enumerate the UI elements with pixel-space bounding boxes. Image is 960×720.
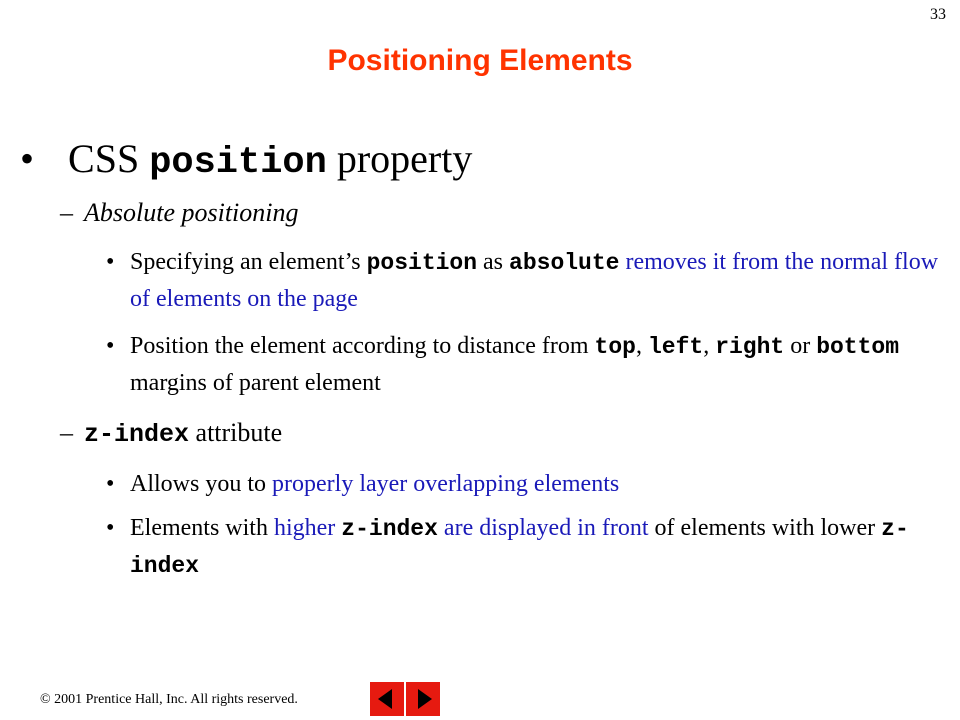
- emphasis-text: properly layer overlapping elements: [272, 471, 620, 497]
- subpoint-label: Absolute positioning: [84, 198, 299, 227]
- bullet-text: Specifying an element’s: [130, 249, 361, 275]
- main-point-suffix: property: [336, 136, 473, 181]
- emphasis-text: removes it from the normal flow of elements on the page: [130, 249, 939, 312]
- prev-button[interactable]: [370, 682, 404, 716]
- dash-symbol: –: [60, 418, 73, 447]
- copyright-text: 2001 Prentice Hall, Inc. All rights reserved.: [54, 692, 298, 707]
- code-right: right: [715, 334, 785, 360]
- code-position: position: [366, 250, 478, 276]
- bullet-symbol: •: [106, 471, 115, 497]
- copyright-icon: ©: [40, 692, 51, 707]
- code-top: top: [594, 334, 636, 360]
- code-z-index: z-index: [84, 420, 190, 449]
- bullet-symbol: •: [106, 249, 115, 275]
- emphasis-text: higher: [273, 515, 336, 541]
- bullet-text: or: [790, 333, 811, 359]
- bullet-text: margins of parent element: [130, 370, 381, 396]
- bullet-text: as: [483, 249, 504, 275]
- next-arrow-icon: [406, 682, 440, 716]
- next-button[interactable]: [406, 682, 440, 716]
- subpoint-label: attribute: [195, 418, 283, 447]
- bullet-item: [106, 244, 946, 317]
- subpoint-absolute-positioning: [60, 198, 299, 228]
- code-position: position: [149, 142, 327, 184]
- bullet-text: of elements with lower: [654, 515, 876, 541]
- prev-arrow-icon: [370, 682, 404, 716]
- emphasis-text: are displayed in front: [443, 515, 649, 541]
- bullet-symbol: •: [106, 333, 115, 359]
- bullet-text: Elements with: [130, 515, 268, 541]
- bullet-symbol: •: [20, 136, 35, 181]
- bullet-text: ,: [703, 333, 710, 359]
- code-absolute: absolute: [509, 250, 620, 276]
- main-point-prefix: CSS: [68, 136, 140, 181]
- bullet-item: [106, 328, 946, 401]
- bullet-item: [106, 510, 946, 584]
- bullet-text: Position the element according to distance from: [130, 333, 589, 359]
- dash-symbol: –: [60, 198, 73, 227]
- code-bottom: bottom: [816, 334, 900, 360]
- slide-title: Positioning Elements: [327, 44, 633, 77]
- bullet-text: ,: [635, 333, 642, 359]
- subpoint-z-index: [60, 418, 282, 449]
- footer-copyright: [40, 692, 298, 708]
- main-point: [20, 135, 472, 184]
- code-z-index: z-index: [130, 516, 909, 579]
- code-z-index: z-index: [341, 516, 438, 542]
- code-left: left: [647, 334, 704, 360]
- bullet-text: Allows you to: [130, 471, 267, 497]
- bullet-item: [106, 466, 946, 502]
- slide-number: 33: [930, 6, 946, 23]
- bullet-symbol: •: [106, 515, 115, 541]
